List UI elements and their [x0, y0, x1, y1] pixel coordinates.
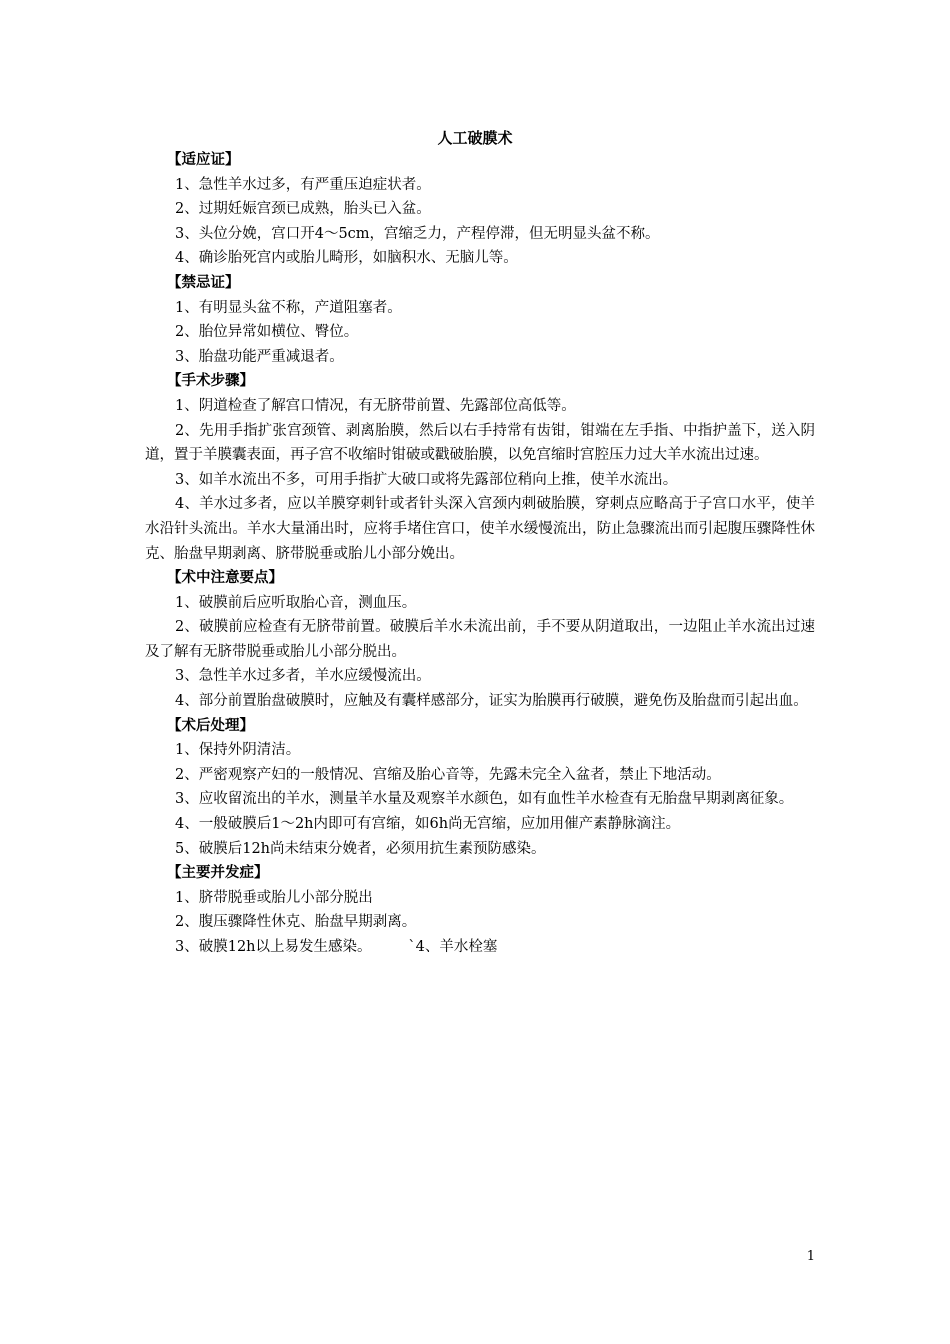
section-heading-complications: 【主要并发症】 [167, 865, 269, 882]
document-body [145, 148, 815, 960]
paragraph: 4、部分前置胎盘破膜时，应触及有囊样感部分，证实为胎膜再行破膜，避免伤及胎盘而引起出血。 [175, 693, 808, 710]
section-heading-postoperative-care: 【术后处理】 [167, 717, 254, 734]
paragraph: 2、腹压骤降性休克、胎盘早期剥离。 [175, 914, 417, 931]
paragraph: 3、胎盘功能严重减退者。 [175, 348, 344, 365]
section-heading-indications: 【适应证】 [167, 152, 240, 168]
paragraph: 3、急性羊水过多者，羊水应缓慢流出。 [175, 668, 431, 685]
paragraph: 3、破膜12h以上易发生感染。 `4、羊水栓塞 [175, 939, 498, 955]
paragraph: 3、应收留流出的羊水，测量羊水量及观察羊水颜色，如有血性羊水检查有无胎盘早期剥离征象。 [175, 791, 794, 808]
paragraph: 2、破膜前应检查有无脐带前置。破膜后羊水未流出前，手不要从阴道取出，一边阻止羊水流出过速及了解有无脐带脱垂或胎儿小部分脱出。 [145, 619, 815, 660]
section-heading-procedure: 【手术步骤】 [167, 373, 254, 390]
paragraph: 1、有明显头盆不称，产道阻塞者。 [175, 299, 402, 316]
paragraph: 3、头位分娩，宫口开4～5cm，宫缩乏力，产程停滞，但无明显头盆不称。 [175, 225, 660, 242]
paragraph: 4、羊水过多者，应以羊膜穿刺针或者针头深入宫颈内刺破胎膜，穿刺点应略高于子宫口水平，使羊水沿针头流出。羊水大量涌出时，应将手堵住宫口，使羊水缓慢流出，防止急骤流出而引起腹压骤降性休克、胎盘早期剥离、脐带脱垂或胎儿小部分娩出。 [145, 496, 815, 562]
section-heading-contraindications: 【禁忌证】 [167, 274, 240, 291]
page-number: 1 [806, 1249, 815, 1264]
document-title: 人工破膜术 [437, 129, 513, 147]
section-heading-intraoperative-notes: 【术中注意要点】 [167, 570, 283, 587]
paragraph: 1、保持外阴清洁。 [175, 742, 301, 759]
paragraph: 4、确诊胎死宫内或胎儿畸形，如脑积水、无脑儿等。 [175, 250, 518, 267]
paragraph: 1、急性羊水过多，有严重压迫症状者。 [175, 176, 431, 193]
paragraph: 3、如羊水流出不多，可用手指扩大破口或将先露部位稍向上推，使羊水流出。 [175, 471, 678, 488]
paragraph: 2、严密观察产妇的一般情况、宫缩及胎心音等，先露未完全入盆者，禁止下地活动。 [175, 766, 721, 783]
paragraph: 4、一般破膜后1～2h内即可有宫缩，如6h尚无宫缩，应加用催产素静脉滴注。 [175, 816, 681, 833]
paragraph: 5、破膜后12h尚未结束分娩者，必须用抗生素预防感染。 [175, 840, 546, 857]
paragraph: 1、脐带脱垂或胎儿小部分脱出 [175, 889, 373, 906]
paragraph: 2、胎位异常如横位、臀位。 [175, 324, 359, 341]
paragraph: 1、阴道检查了解宫口情况，有无脐带前置、先露部位高低等。 [175, 397, 576, 414]
paragraph: 2、先用手指扩张宫颈管、剥离胎膜，然后以右手持常有齿钳，钳端在左手指、中指护盖下，送入阴道，置于羊膜囊表面，再子宫不收缩时钳破或戳破胎膜，以免宫缩时宫腔压力过大羊水流出过速。 [145, 422, 815, 464]
paragraph: 1、破膜前后应听取胎心音，测血压。 [175, 594, 417, 611]
paragraph: 2、过期妊娠宫颈已成熟，胎头已入盆。 [175, 201, 431, 218]
